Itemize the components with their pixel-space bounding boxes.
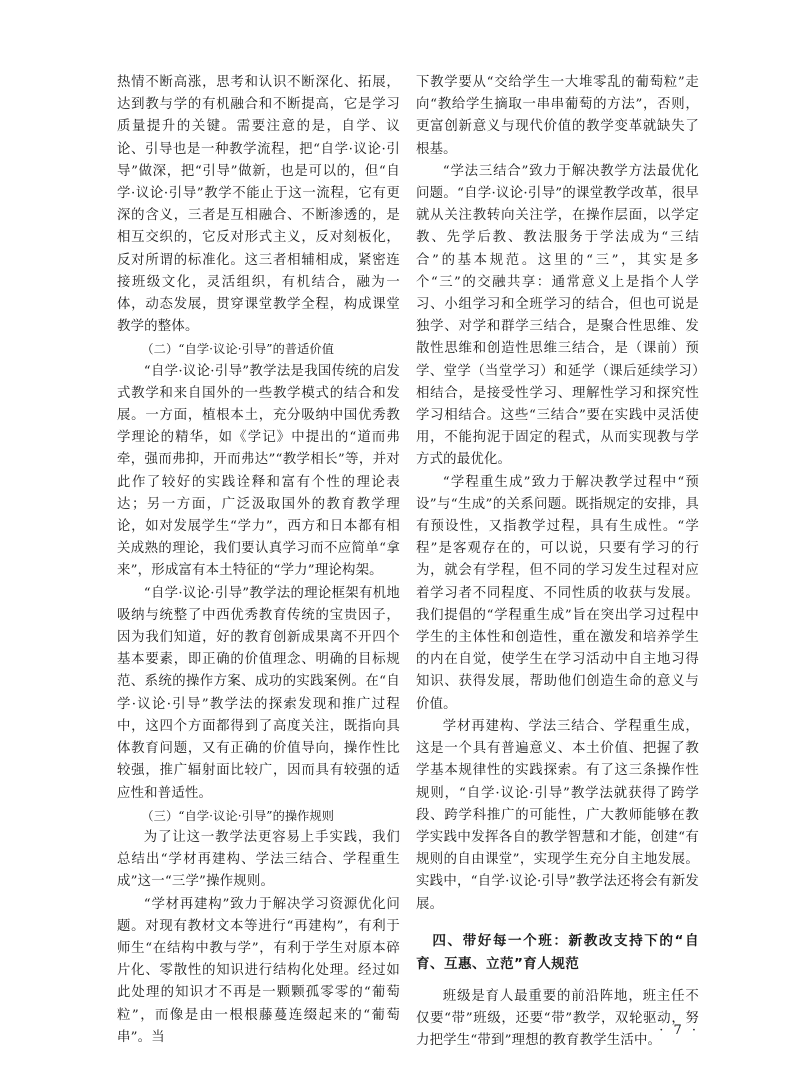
paragraph: 热情不断高涨，思考和认识不断深化、拓展，达到教与学的有机融合和不断提高，它是学习质量提升的关键。需要注意的是，自学、议论、引导也是一种教学流程，把“自学·议论·引导”做深，把“引导”做新，也是可以的，但“自学·议论·引导”教学不能止于这一流程，它有更深的含义，三者是互相融合、不断渗透的，是相互交织的，它反对形式主义，反对刻板化，反对所谓的标准化。这三者相辅相成，紧密连接班级文化，灵活组织，有机结合，融为一体，动态发展，贯穿课堂教学全程，构成课堂教学的整体。	[117, 75, 400, 335]
page-number: · 7 ·	[659, 1023, 699, 1038]
subsection-heading: （三）“自学·议论·引导”的操作规则	[141, 808, 335, 823]
paragraph: “自学·议论·引导”教学法的理论框架有机地吸纳与统整了中西优秀教育传统的宝贵因子，因为我们知道，好的教育创新成果离不开四个基本要素，即正确的价值理念、明确的目标规范、系统的操作方案、成功的实践案例。在“自学·议论·引导”教学法的探索发现和推广过程中，这四个方面都得到了高度关注，既指向具体教育问题，又有正确的价值导向，操作性比较强，推广辐射面比较广，因而具有较强的适应性和普适性。	[117, 585, 400, 801]
section-heading: 四、带好每一个班：新教改支持下的“自育、互惠、立范”育人规范	[416, 932, 699, 972]
paragraph: “学材再建构”致力于解决学习资源优化问题。对现有教材文本等进行“再建构”，有利于师生“在结构中教与学”，有利于学生对原本碎片化、零散性的知识进行结构化处理。经过如此处理的知识才不再是一颗颗孤零零的“葡萄粒”，而像是由一根根藤蔓连缀起来的“葡萄串”。当	[117, 896, 400, 1045]
paragraph: 班级是育人最重要的前沿阵地，班主任不仅要“带”班级，还要“带”教学，双轮驱动，努力把学生“带到”理想的教育教学生活中。	[416, 988, 699, 1049]
paragraph: 为了让这一教学法更容易上手实践，我们总结出“学材再建构、学法三结合、学程重生成”这一“三学”操作规则。	[117, 829, 400, 890]
paragraph: 学材再建构、学法三结合、学程重生成，这是一个具有普遍意义、本土价值、把握了教学基本规律性的实践探索。有了这三条操作性规则，“自学·议论·引导”教学法就获得了跨学段、跨学科推广的可能性，广大教师能够在教学实践中发挥各自的教学智慧和才能，创建“有规则的自由课堂”，实现学生充分自主地发展。实践中，“自学·议论·引导”教学法还将会有新发展。	[416, 718, 699, 912]
paragraph: “自学·议论·引导”教学法是我国传统的启发式教学和来自国外的一些教学模式的结合和发展。一方面，植根本土，充分吸纳中国优秀教学理论的精华，如《学记》中提出的“道而弗牵，强而弗抑，开而弗达”“教学相长”等，并对此作了较好的实践诠释和富有个性的理论表达；另一方面，广泛汲取国外的教育教学理论，如对发展学生“学力”，西方和日本都有相关成熟的理论，我们要认真学习而不应简单“拿来”，形成富有本土特征的“学力”理论构架。	[117, 363, 400, 579]
right-column	[416, 72, 699, 1052]
paragraph: “学法三结合”致力于解决教学方法最优化问题。“自学·议论·引导”的课堂教学改革，很早就从关注教转向关注学，在操作层面，以学定教、先学后教、教法服务于学法成为“三结合”的基本规范。这里的“三”，其实是多个“三”的交融共享：通常意义上是指个人学习、小组学习和全班学习的结合，但也可说是独学、对学和群学三结合，是聚合性思维、发散性思维和创造性思维三结合，是（课前）预学、堂学（当堂学习）和延学（课后延续学习）相结合，是接受性学习、理解性学习和探究性学习相结合。这些“三结合”要在实践中灵活使用，不能拘泥于固定的程式，从而实现教与学方式的最优化。	[416, 163, 699, 468]
subsection-heading: （二）“自学·议论·引导”的普适价值	[141, 342, 335, 357]
paragraph: 下教学要从“交给学生一大堆零乱的葡萄粒”走向“教给学生摘取一串串葡萄的方法”，否则，更富创新意义与现代价值的教学变革就缺失了根基。	[416, 75, 699, 157]
paragraph: “学程重生成”致力于解决教学过程中“预设”与“生成”的关系问题。既指规定的安排，具有预设性，又指教学过程，具有生成性。“学程”是客观存在的，可以说，只要有学习的行为，就会有学程，但不同的学习发生过程对应着学习者不同程度、不同性质的收获与发展。我们提倡的“学程重生成”旨在突出学习过程中学生的主体性和创造性，重在激发和培养学生的内在自觉，使学生在学习活动中自主地习得知识、获得发展，帮助他们创造生命的意义与价值。	[416, 474, 699, 712]
left-column	[117, 72, 400, 1049]
